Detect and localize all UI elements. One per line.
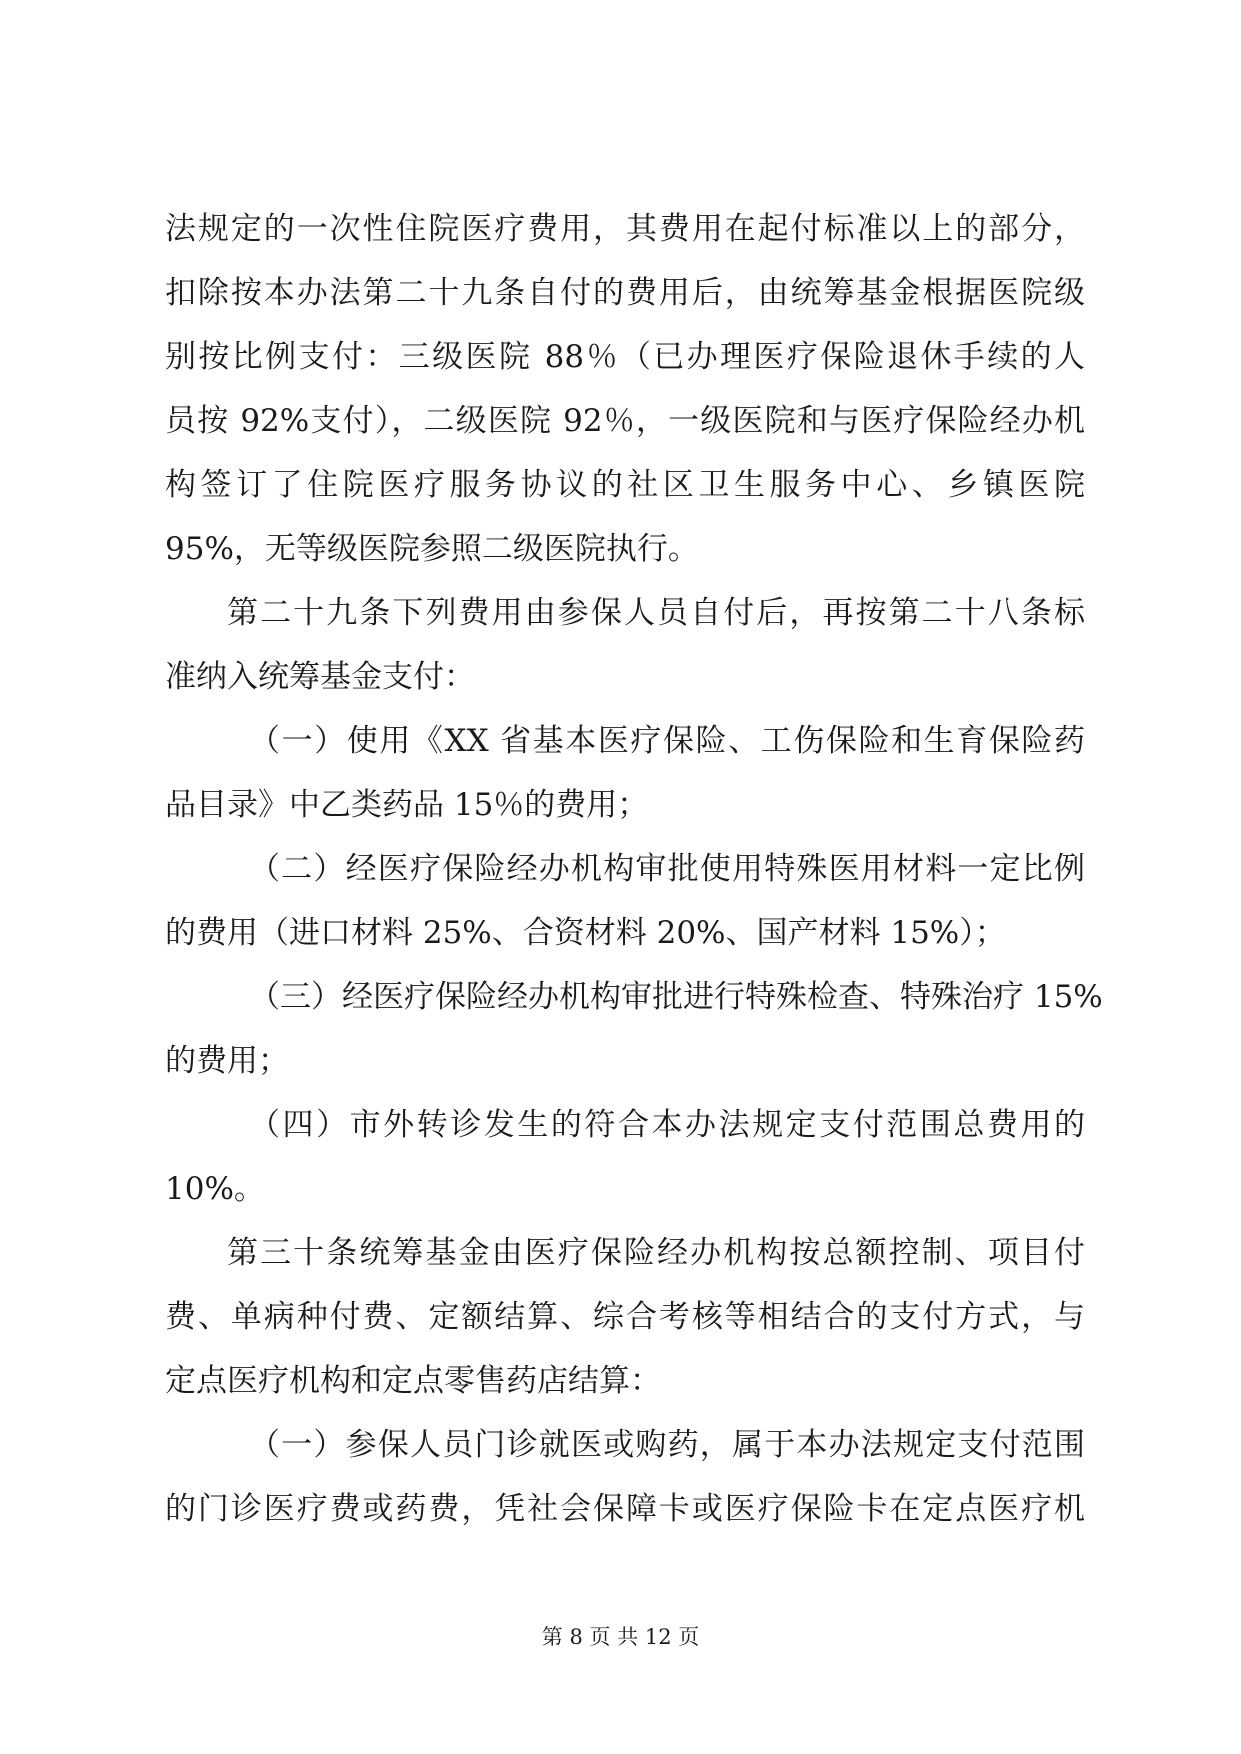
article-29-heading: 第二十九条下列费用由参保人员自付后，再按第二十八条标	[227, 595, 1085, 631]
list-item-1: （一）参保人员门诊就医或购药，属于本办法规定支付范围	[249, 1427, 1085, 1463]
text-line: 定点医疗机构和定点零售药店结算：	[165, 1363, 661, 1399]
text-line: 95%，无等级医院参照二级医院执行。	[165, 531, 699, 567]
list-item-1: （一）使用《XX 省基本医疗保险、工伤保险和生育保险药	[249, 723, 1085, 759]
text-line: 法规定的一次性住院医疗费用，其费用在起付标准以上的部分，	[165, 211, 1085, 247]
text-line: 品目录》中乙类药品 15％的费用；	[165, 787, 649, 823]
list-item-2: （二）经医疗保险经办机构审批使用特殊医用材料一定比例	[249, 851, 1085, 887]
page-footer: 第 8 页 共 12 页	[541, 1625, 700, 1649]
text-line: 构签订了住院医疗服务协议的社区卫生服务中心、乡镇医院	[165, 467, 1085, 503]
text-line: 费、单病种付费、定额结算、综合考核等相结合的支付方式，与	[165, 1299, 1085, 1335]
document-body	[165, 197, 1103, 1541]
text-line: 准纳入统筹基金支付：	[165, 659, 475, 695]
list-item-3: （三）经医疗保险经办机构审批进行特殊检查、特殊治疗 15%	[249, 979, 1103, 1015]
text-line: 别按比例支付：三级医院 88％（已办理医疗保险退休手续的人	[165, 339, 1085, 375]
text-line: 10%。	[165, 1171, 265, 1207]
list-item-4: （四）市外转诊发生的符合本办法规定支付范围总费用的	[249, 1107, 1085, 1143]
text-line: 扣除按本办法第二十九条自付的费用后，由统筹基金根据医院级	[165, 275, 1085, 311]
text-line: 的费用（进口材料 25%、合资材料 20%、国产材料 15%）；	[165, 915, 1006, 951]
text-line: 的费用；	[165, 1043, 289, 1079]
text-line: 的门诊医疗费或药费，凭社会保障卡或医疗保险卡在定点医疗机	[165, 1491, 1085, 1527]
text-line: 员按 92%支付），二级医院 92％，一级医院和与医疗保险经办机	[165, 403, 1085, 439]
article-30-heading: 第三十条统筹基金由医疗保险经办机构按总额控制、项目付	[227, 1235, 1085, 1271]
